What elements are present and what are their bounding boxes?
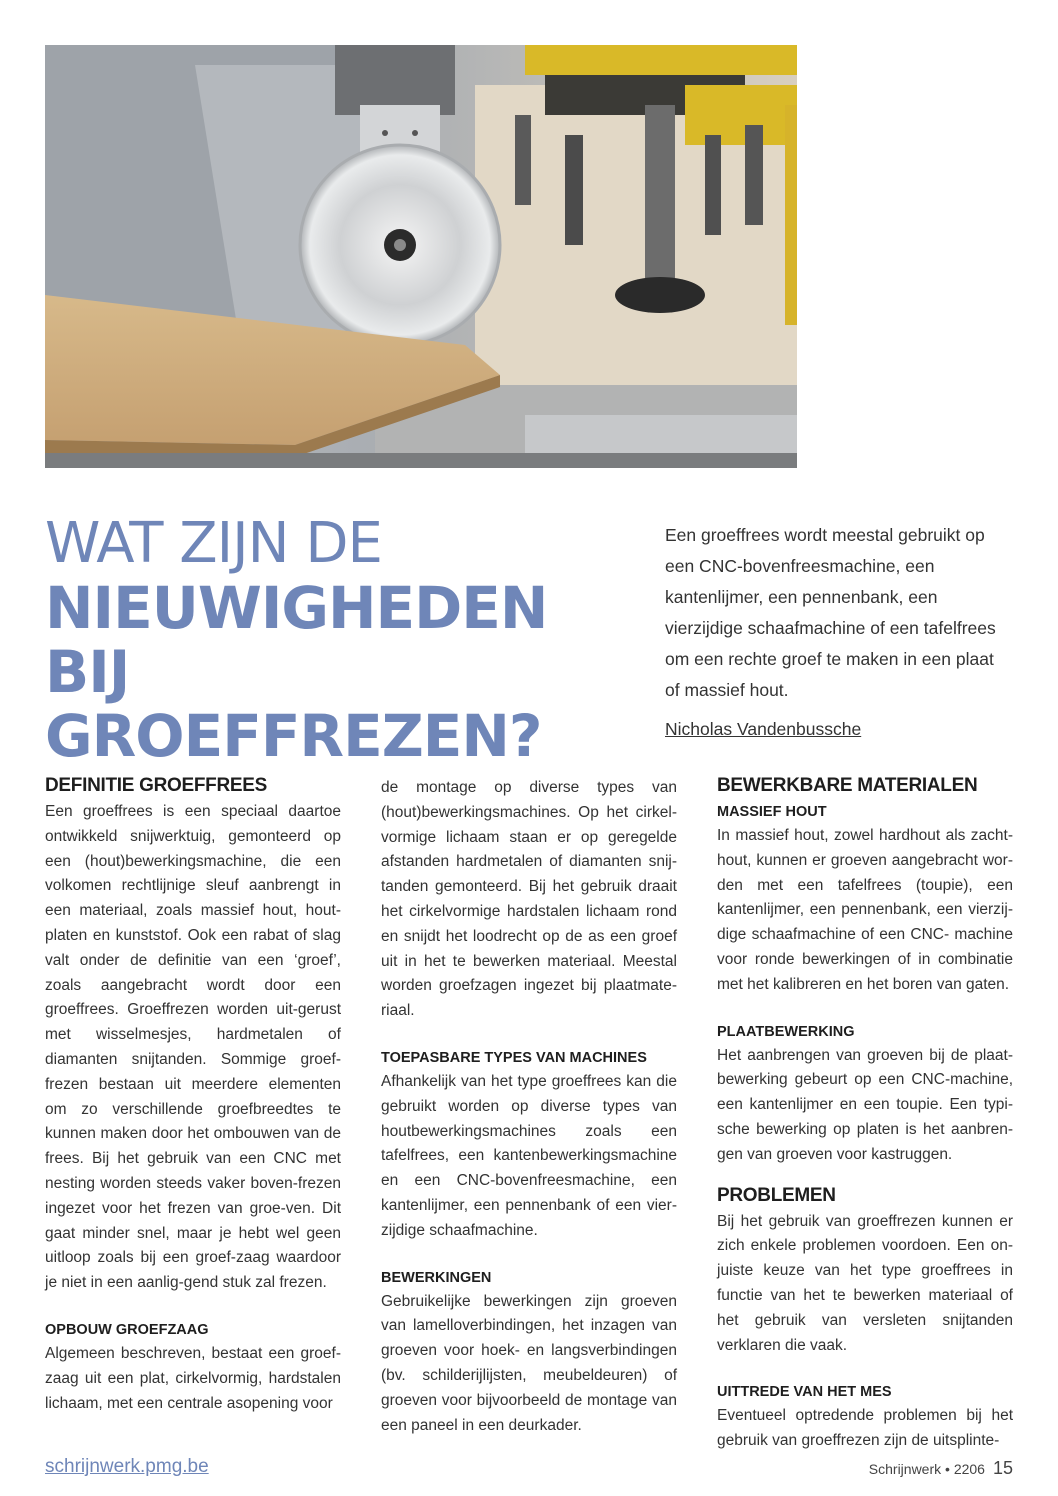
headline-line-3: BIJ GROEFFREZEN? [45,638,542,770]
intro-block [665,520,1010,745]
footer-issue [869,1458,1013,1479]
author-link[interactable]: Nicholas Vandenbussche [665,719,862,739]
paragraph: Afhankelijk van het type groeffrees kan die gebruikt worden op diverse types van houtbewerkingsmachines zoals een tafelfrees, een kantenbewerkingsmachine en een CNC-bovenfreesmachine, een kantenlijmer, een pennenbank of een vier-zijdige schaafmachine. [381,1072,677,1239]
subsection-heading: MASSIEF HOUT [717,804,827,820]
page-number: 15 [992,1458,1013,1478]
paragraph: Eventueel optredende problemen bij het gebruik van groeffrezen zijn de uitsplinte- [717,1407,1013,1450]
paragraph: In massief hout, zowel hardhout als zacht-hout, kunnen er groeven aangebracht wor-den met een tafelfrees (toupie), een kantenlijmer, een pennenbank, een vierzij-dige schaafmachine of een CNC- machine voor ronde bewerkingen of in combinatie met het kalibreren en het boren van gaten. [717,827,1013,993]
subsection-heading: BEWERKINGEN [381,1269,492,1286]
paragraph: Gebruikelijke bewerkingen zijn groeven van lamelloverbindingen, het inzagen van groeven voor hoek- en langsverbindingen (bv. schilderijlijsten, meubeldeuren) of groeven voor bijvoorbeeld de montage van een paneel in een deurkader. [381,1292,677,1434]
groove-saw-machine-image [45,45,797,468]
subsection-heading: PLAATBEWERKING [717,1023,855,1040]
headline-line-2: NIEUWIGHEDEN [45,574,548,642]
subsection-heading: TOEPASBARE TYPES VAN MACHINES [381,1049,647,1066]
subsection-heading: UITTREDE VAN HET MES [717,1384,892,1401]
paragraph: Algemeen beschreven, bestaat een groef-zaag uit een plat, cirkelvormig, hardstalen lichaam, met een centrale asopening voor [45,1344,341,1412]
issue-label: Schrijnwerk • 2206 [868,1461,985,1477]
intro-text: Een groeffrees wordt meestal gebruikt op een CNC-bovenfreesmachine, een kantenlijmer, een pennenbank, een vierzijdige schaafmachine of een tafelfrees om een rechte groef te maken in een plaat of massief hout. [665,525,996,700]
paragraph: Bij het gebruik van groeffrezen kunnen er zich enkele problemen voordoen. Een on-juiste keuze van het type groeffrees in functie van het te bewerken materiaal of het gebruik van versleten snijtanden verklaren die vaak. [717,1212,1013,1354]
paragraph: Het aanbrengen van groeven bij de plaat-bewerking gebeurt op een CNC-machine, een kantenlijmer en een toupie. Een typi-sche bewerking op platen is het aanbren-gen van groeven voor kastruggen. [717,1046,1013,1163]
column-1 [45,772,341,1416]
article-headline [45,512,645,768]
website-link[interactable]: schrijnwerk.pmg.be [45,1456,209,1477]
hero-photo [45,45,797,468]
paragraph: de montage op diverse types van (hout)bewerkingsmachines. Op het cirkel-vormige lichaam staan er op geregelde afstanden hardmetalen of diamanten snij-tanden gemonteerd. Bij het gebruik draait het cirkelvormige hardstalen lichaam rond en snijdt het loodrecht op de as een groef uit in het te bewerken materiaal. Meestal worden groefzagen ingezet bij plaatmate-riaal. [381,779,677,1020]
column-2 [381,776,677,1438]
headline-line-1: WAT ZIJN DE [45,511,382,576]
column-3 [717,772,1013,1454]
section-heading: PROBLEMEN [717,1184,836,1206]
subsection-heading: OPBOUW GROEFZAAG [45,1321,209,1338]
section-heading: BEWERKBARE MATERIALEN [717,775,978,796]
section-heading: DEFINITIE GROEFFREES [45,775,268,796]
paragraph: Een groeffrees is een speciaal daartoe ontwikkeld snijwerktuig, gemonteerd op een (hout)bewerkingsmachine, die een volkomen rechtlijnige sleuf aanbrengt in een materiaal, zoals massief hout, hout-platen en kunststof. Ook een rabat of slag valt onder de definitie van een ‘groef’, zoals aangebracht wordt door een groeffrees. Groeffrezen worden uit-gerust met wisselmesjes, hardmetalen of diamanten snijtanden. Sommige groef-frezen bestaan uit meerdere elementen om zo verschillende groefbreedtes te kunnen maken door het ombouwen van de frees. Bij het gebruik van een CNC met nesting worden steeds vaker boven-frezen ingezet voor het frezen van groe-ven. Dit gaat minder snel, maar je hebt wel geen uitloop zoals bij een groef-zaag waardoor je niet in een aanlig-gend stuk zal frezen. [45,803,341,1292]
